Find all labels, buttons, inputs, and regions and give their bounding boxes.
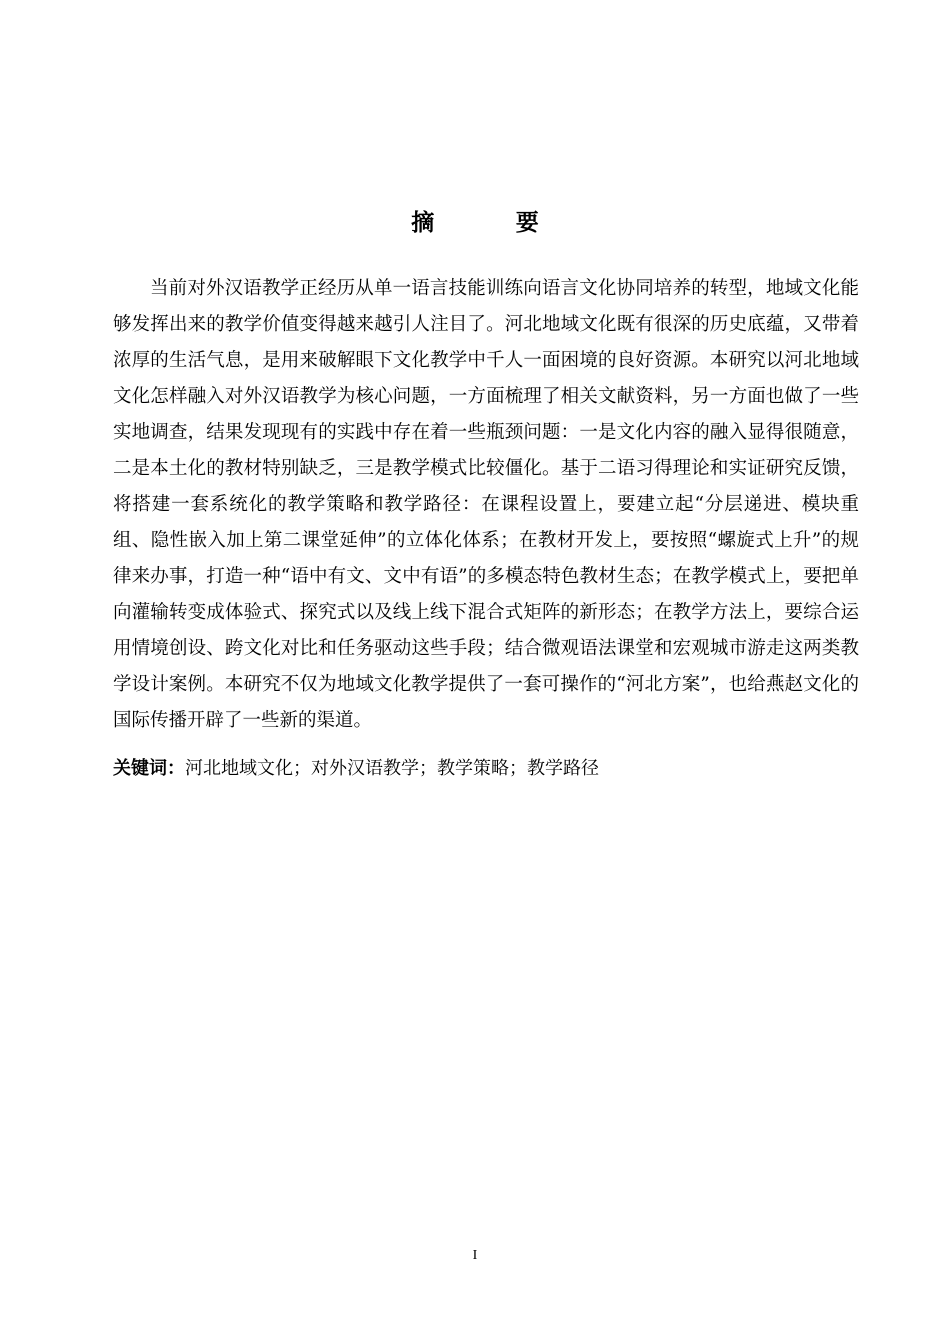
abstract-body: 当前对外汉语教学正经历从单一语言技能训练向语言文化协同培养的转型，地域文化能够发挥出来的教学价值变得越来越引人注目了。河北地域文化既有很深的历史底蕴，又带着浓厚的生活气息，是用来破解眼下文化教学中千人一面困境的良好资源。本研究以河北地域文化怎样融入对外汉语教学为核心问题，一方面梳理了相关文献资料，另一方面也做了一些实地调查，结果发现现有的实践中存在着一些瓶颈问题：一是文化内容的融入显得很随意，二是本土化的教材特别缺乏，三是教学模式比较僵化。基于二语习得理论和实证研究反馈，将搭建一套系统化的教学策略和教学路径：在课程设置上，要建立起“分层递进、模块重组、隐性嵌入加上第二课堂延伸”的立体化体系；在教材开发上，要按照“螺旋式上升”的规律来办事，打造一种“语中有文、文中有语”的多模态特色教材生态；在教学模式上，要把单向灌输转变成体验式、探究式以及线上线下混合式矩阵的新形态；在教学方法上，要综合运用情境创设、跨文化对比和任务驱动这些手段；结合微观语法课堂和宏观城市游走这两类教学设计案例。本研究不仅为地域文化教学提供了一套可操作的“河北方案”，也给燕赵文化的国际传播开辟了一些新的渠道。 xyxy=(113,278,859,731)
keywords-label: 关键词： xyxy=(113,758,185,779)
keywords-line xyxy=(113,753,859,785)
keywords-text: 河北地域文化；对外汉语教学；教学策略；教学路径 xyxy=(185,758,599,779)
page-number: I xyxy=(472,1248,478,1263)
abstract-title: 摘 要 xyxy=(411,210,576,236)
